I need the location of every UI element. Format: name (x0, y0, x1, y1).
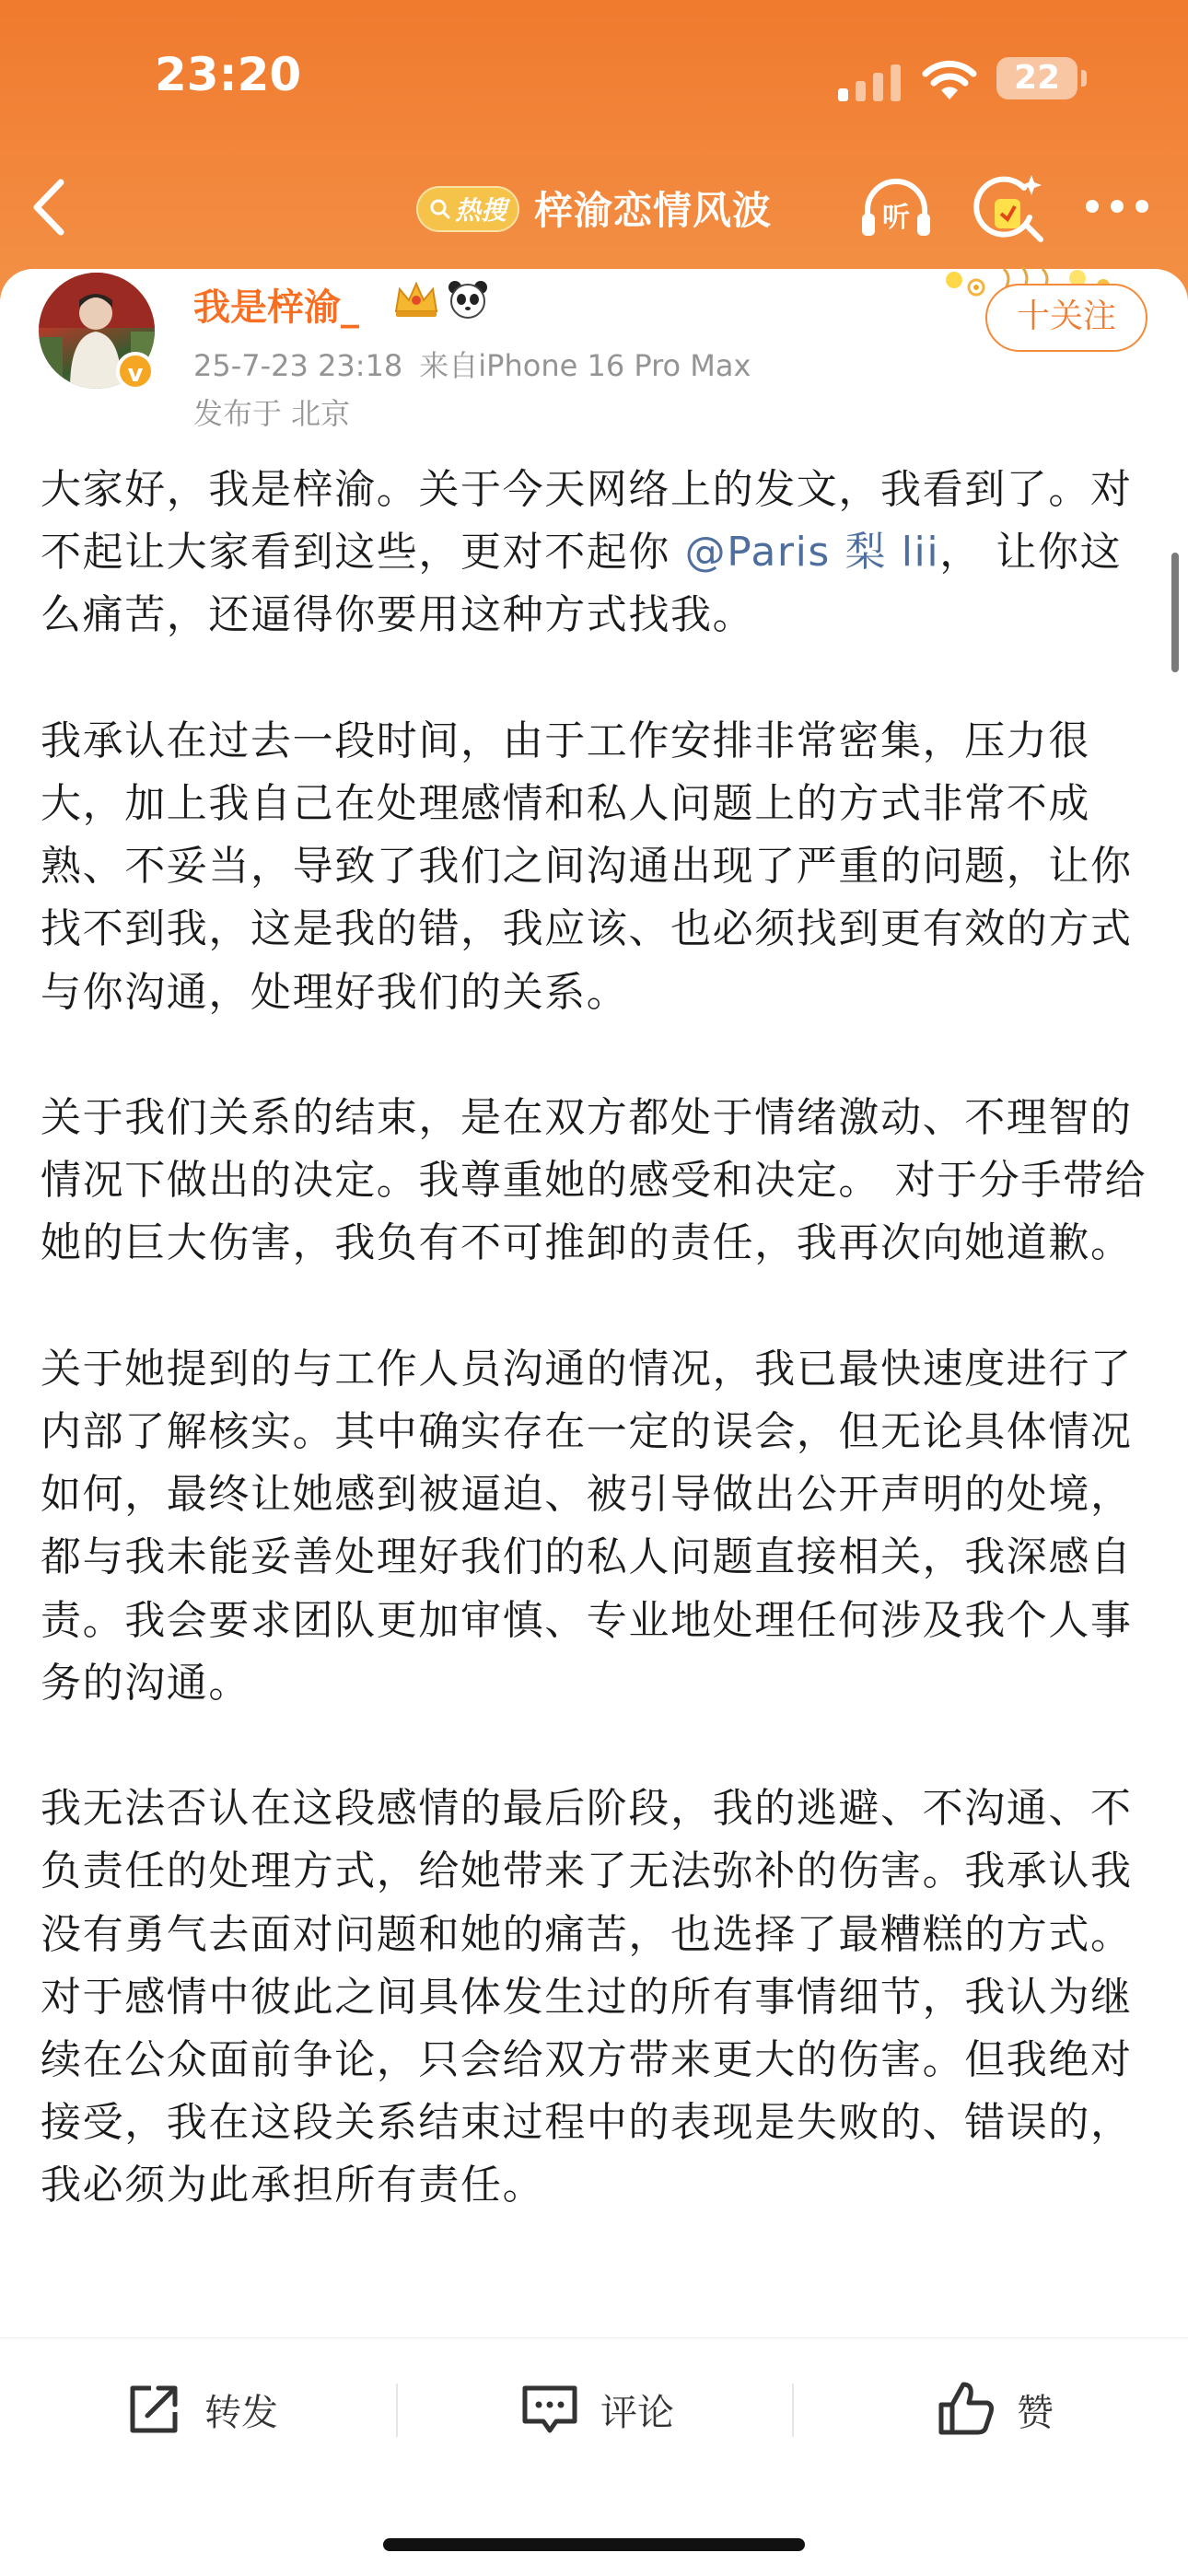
post-paragraph: 我无法否认在这段感情的最后阶段，我的逃避、不沟通、不负责任的处理方式，给她带来了无法弥补的伤害。我承认我没有勇气去面对问题和她的痛苦，也选择了最糟糕的方式。 对于感情中彼此之间具体发生过的所有事情细节，我认为继续在公众面前争论，只会给双方带来更大的伤害。但我绝对接受，我在这段关系结束过程中的表现是失败的、错误的，我必须为此承担所有责任。 (41, 1785, 1133, 2209)
repost-icon (123, 2379, 184, 2440)
post-location: 发布于 北京 (193, 396, 351, 431)
paragraph-text: 大家好，我是梓渝。关于今天网络上的发文，我看到了。对不起让大家看到这些，更对不起你 (41, 466, 1133, 577)
post-paragraph: 我承认在过去一段时间，由于工作安排非常密集，压力很大，加上我自己在处理感情和私人问题上的方式非常不成熟、不妥当，导致了我们之间沟通出现了严重的问题，让你找不到我，这是我的错，我应该、也必须找到更有效的方式与你沟通，处理好我们的关系。 (41, 717, 1133, 1016)
thumbs-up-icon (936, 2379, 996, 2440)
comment-icon (519, 2379, 580, 2440)
svg-text:听: 听 (882, 202, 910, 234)
mention-link[interactable]: @Paris 梨 lii (684, 529, 940, 577)
post-body (41, 459, 1155, 2280)
crown-badge-icon[interactable] (390, 278, 442, 321)
repost-button[interactable] (123, 2374, 278, 2444)
wifi-icon (921, 57, 978, 101)
panda-badge-icon[interactable] (446, 278, 490, 321)
home-indicator[interactable] (383, 2538, 805, 2551)
post-paragraph: 关于她提到的与工作人员沟通的情况，我已最快速度进行了内部了解核实。其中确实存在一定的误会，但无论具体情况如何，最终让她感到被逼迫、被引导做出公开声明的处境，都与我未能妥善处理好我们的私人问题直接相关，我深感自责。我会要求团队更加审慎、专业地处理任何涉及我个人事务的沟通。 (41, 1345, 1133, 1707)
paragraph-text: ， 让你这么痛苦，还逼得你要用这种方式找我。 (41, 529, 1123, 639)
post-paragraph: 关于我们关系的结束，是在双方都处于情绪激动、不理智的情况下做出的决定。我尊重她的感受和决定。 对于分手带给她的巨大伤害，我负有不可推卸的责任，我再次向她道歉。 (41, 1094, 1147, 1267)
hot-badge-label: 热搜 (454, 195, 507, 226)
status-time: 23:20 (155, 48, 302, 101)
page-title[interactable]: 梓渝恋情风波 (534, 188, 773, 233)
post-author-name[interactable]: 我是梓渝_ (193, 286, 359, 329)
post-source: 来自iPhone 16 Pro Max (419, 348, 751, 383)
post-date: 25-7-23 23:18 (193, 348, 403, 383)
scrollbar[interactable] (1171, 553, 1179, 672)
divider (792, 2384, 794, 2437)
more-icon[interactable] (1085, 199, 1149, 214)
ai-search-icon[interactable] (971, 169, 1048, 247)
cellular-signal-icon (838, 64, 903, 101)
listen-icon[interactable] (858, 173, 934, 243)
like-label: 赞 (1017, 2391, 1054, 2434)
verified-badge-icon: v (116, 352, 155, 390)
repost-label: 转发 (204, 2391, 278, 2434)
post-meta (193, 343, 751, 385)
like-button[interactable] (936, 2374, 1054, 2444)
comment-label: 评论 (600, 2391, 674, 2434)
search-icon (429, 198, 451, 220)
divider (396, 2384, 398, 2437)
back-icon[interactable] (26, 175, 72, 239)
post-paragraph (41, 459, 1155, 647)
hot-search-badge[interactable] (416, 186, 519, 232)
battery-indicator: 22 (996, 57, 1077, 99)
battery-tip (1081, 70, 1087, 87)
header-background (0, 0, 1188, 304)
comment-button[interactable] (519, 2374, 674, 2444)
follow-button[interactable]: 十关注 (985, 284, 1147, 352)
